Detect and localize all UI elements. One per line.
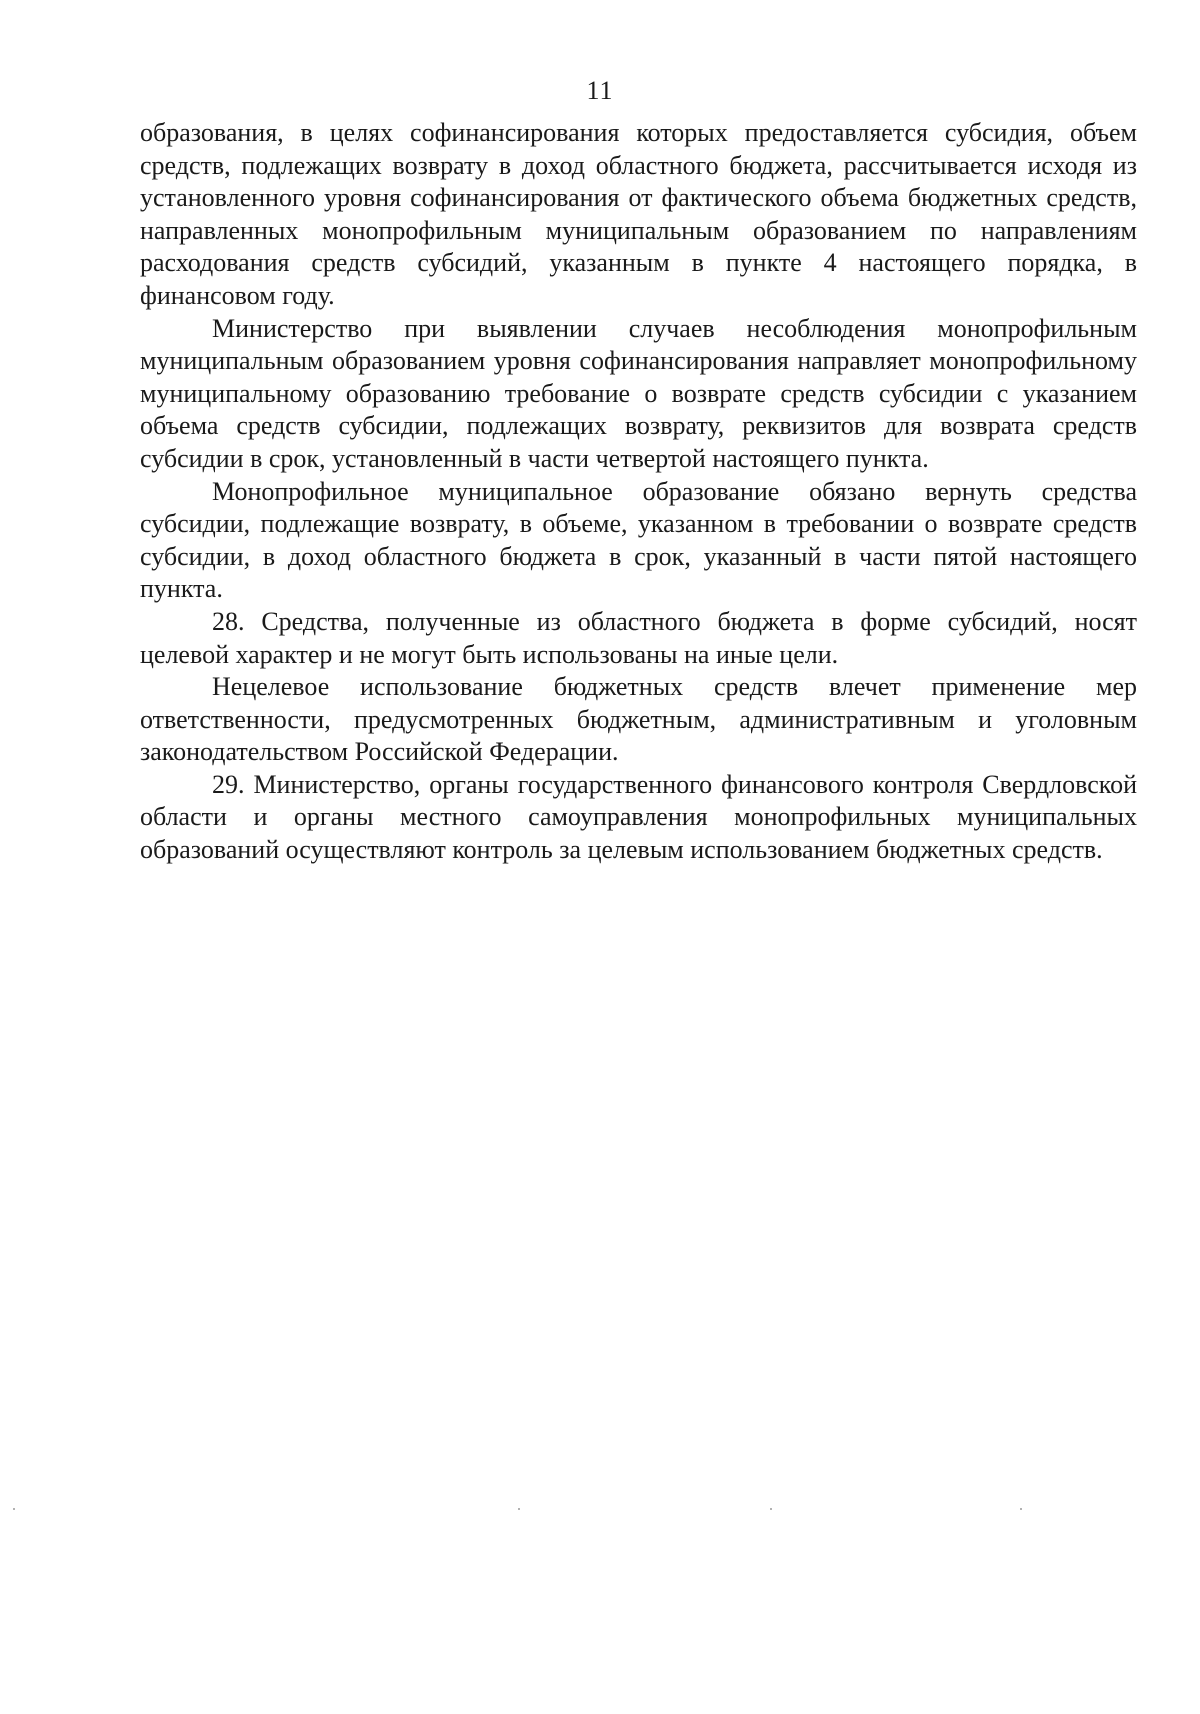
scan-speck: [13, 1508, 15, 1510]
scan-speck: [518, 1508, 520, 1510]
page-number: 11: [586, 76, 614, 105]
paragraph-ministry-demand: Министерство при выявлении случаев несоблюдения монопрофильным муниципальным образованием уровня софинансирования направляет монопрофильному муниципальному образованию требование о возврате средств субсидии с указанием объема средств субсидии, подлежащих возврату, реквизитов для возврата средств субсидии в срок, установленный в части четвертой настоящего пункта.: [140, 313, 1137, 473]
paragraph-item-28: 28. Средства, полученные из областного бюджета в форме субсидий, носят целевой характер и не могут быть использованы на иные цели.: [140, 606, 1137, 669]
scan-speck: [770, 1508, 772, 1510]
paragraph-return-obligation: Монопрофильное муниципальное образование обязано вернуть средства субсидии, подлежащие возврату, в объеме, указанном в требовании о возврате средств субсидии, в доход областного бюджета в срок, указанный в части пятой настоящего пункта.: [140, 476, 1137, 604]
paragraph-continuation: образования, в целях софинансирования которых предоставляется субсидия, объем средств, подлежащих возврату в доход областного бюджета, рассчитывается исходя из установленного уровня софинансирования от фактического объема бюджетных средств, направленных монопрофильным муниципальным образованием по направлениям расходования средств субсидий, указанным в пункте 4 настоящего порядка, в финансовом году.: [140, 118, 1137, 310]
scan-speck: [1020, 1508, 1022, 1510]
paragraph-misuse-liability: Нецелевое использование бюджетных средств влечет применение мер ответственности, предусмотренных бюджетным, административным и уголовным законодательством Российской Федерации.: [140, 672, 1137, 767]
paragraph-item-29: 29. Министерство, органы государственного финансового контроля Свердловской области и органы местного самоуправления монопрофильных муниципальных образований осуществляют контроль за целевым использованием бюджетных средств.: [140, 769, 1137, 865]
body-text: [140, 117, 1137, 867]
